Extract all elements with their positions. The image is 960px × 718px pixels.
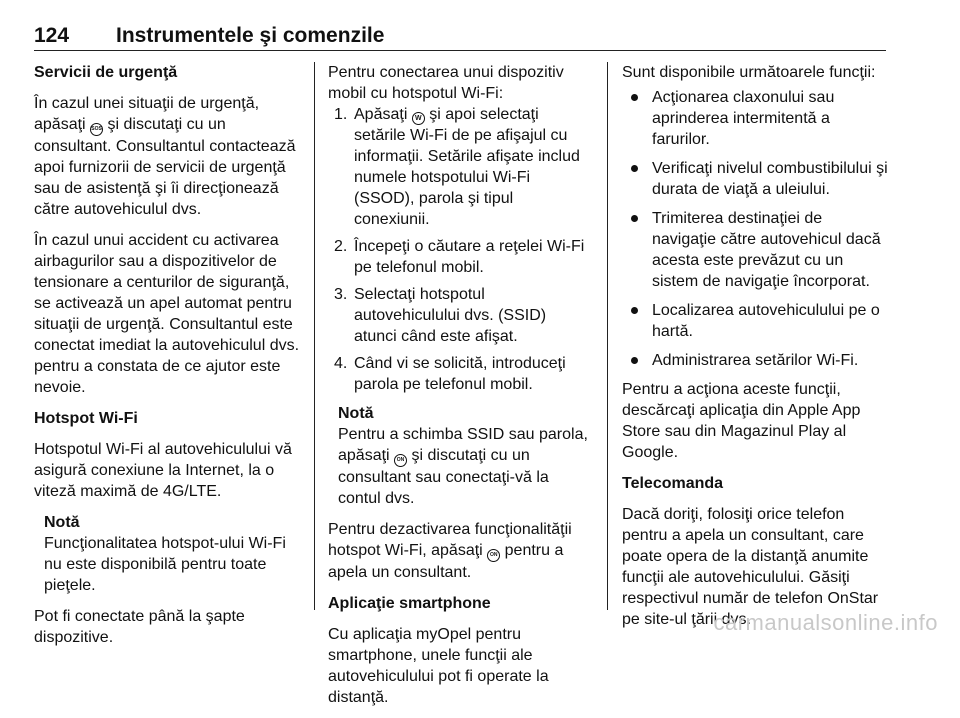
list-item	[622, 300, 888, 342]
section-heading-app: Aplicaţie smartphone	[328, 595, 491, 612]
text: pentru a apela un consultant.	[328, 542, 564, 581]
text: Trimiterea destinaţiei de navigaţie către autovehicul dacă acesta este prevăzut cu un sistem de navigaţie încorporat.	[652, 210, 881, 290]
note-title: Notă	[338, 405, 374, 422]
section-heading-remote: Telecomanda	[622, 475, 724, 492]
paragraph: Cu aplicaţia myOpel pentru smartphone, unele funcţii ale autovehiculului pot fi operate la distanţă.	[328, 626, 549, 706]
text: Selectaţi hotspotul autovehiculului dvs. (SSID) atunci când este afişat.	[354, 286, 547, 345]
note-title: Notă	[44, 514, 80, 531]
list-item	[328, 353, 592, 395]
bullet-icon	[631, 165, 638, 172]
onstar-button-icon: ON	[487, 549, 500, 562]
note-text: Pentru a schimba SSID sau parola, apăsaţi	[338, 426, 588, 464]
step-number: 3.	[334, 286, 348, 303]
step-number: 1.	[334, 106, 348, 123]
note-text: Funcţionalitatea hotspot-ului Wi-Fi nu este disponibilă pentru toate pieţele.	[44, 535, 286, 594]
step-number: 2.	[334, 238, 348, 255]
page-header	[34, 22, 886, 51]
column-middle	[328, 62, 592, 718]
column-left	[34, 62, 302, 658]
watermark: carmanualsonline.info	[713, 610, 938, 635]
list-item	[622, 87, 888, 150]
note-box	[44, 512, 302, 596]
section-heading-emergency: Servicii de urgenţă	[34, 64, 178, 81]
paragraph: Pentru conectarea unui dispozitiv mobil cu hotspotul Wi-Fi:	[328, 64, 564, 102]
column-divider	[607, 62, 608, 610]
text: şi discutaţi cu un consultant. Consultantul contactează apoi furnizorii de servicii de urgenţă sau de asistenţă şi îi direcţionează către autovehiculul dvs.	[34, 116, 296, 218]
functions-list	[622, 87, 888, 371]
text: Începeţi o căutare a reţelei Wi-Fi pe telefonul mobil.	[354, 238, 585, 276]
bullet-icon	[631, 307, 638, 314]
list-item	[622, 208, 888, 292]
list-item	[328, 104, 592, 230]
paragraph: Pentru a acţiona aceste funcţii, descărcaţi aplicaţia din Apple App Store sau din Magazinul Play al Google.	[622, 381, 861, 461]
sos-button-icon: SOS	[90, 123, 103, 136]
paragraph: Dacă doriţi, folosiţi orice telefon pentru a apela un consultant, care poate opera de la distanţă anumite funcţii ale autovehiculului. Găsiţi respectivul număr de telefon OnStar pe site-ul ţării dvs.	[622, 506, 879, 628]
text: Acţionarea claxonului sau aprinderea intermitentă a farurilor.	[652, 89, 835, 148]
text: Administrarea setărilor Wi-Fi.	[652, 352, 859, 369]
text: Când vi se solicită, introduceţi parola pe telefonul mobil.	[354, 355, 566, 393]
note-box	[338, 403, 592, 509]
chapter-title: Instrumentele şi comenzile	[116, 24, 385, 47]
text: Apăsaţi	[354, 106, 408, 123]
text: şi apoi selectaţi setările Wi-Fi de pe afişajul cu informaţii. Setările afişate includ numele hotspotului Wi-Fi (SSOD), parola şi tipul conexiunii.	[354, 106, 580, 228]
list-item	[622, 158, 888, 200]
wifi-button-icon: W	[412, 112, 425, 125]
column-divider	[314, 62, 315, 610]
section-heading-hotspot: Hotspot Wi-Fi	[34, 410, 138, 427]
text: În cazul unei situaţii de urgenţă, apăsaţi	[34, 95, 260, 133]
paragraph: Sunt disponibile următoarele funcţii:	[622, 64, 876, 81]
paragraph	[34, 93, 302, 220]
text: Localizarea autovehiculului pe o hartă.	[652, 302, 880, 340]
text: Verificaţi nivelul combustibilului şi durata de viaţă a uleiului.	[652, 160, 888, 198]
column-right	[622, 62, 888, 640]
paragraph: Pot fi conectate până la şapte dispozitive.	[34, 608, 245, 646]
bullet-icon	[631, 215, 638, 222]
onstar-button-icon: ON	[394, 454, 407, 467]
list-item	[328, 284, 592, 347]
bullet-icon	[631, 357, 638, 364]
list-item	[622, 350, 888, 371]
paragraph: Hotspotul Wi-Fi al autovehiculului vă asigură conexiune la Internet, la o viteză maximă de 4G/LTE.	[34, 441, 292, 500]
steps-list	[328, 104, 592, 395]
bullet-icon	[631, 94, 638, 101]
note-text: şi discutaţi cu un consultant sau conectaţi-vă la contul dvs.	[338, 447, 549, 507]
paragraph: În cazul unui accident cu activarea airbagurilor sau a dispozitivelor de tensionare a centurilor de siguranţă, se activează un apel automat pentru situaţii de urgenţă. Consultantul este conectat imediat la autovehiculul dvs. pentru a constata de ce ajutor este nevoie.	[34, 232, 300, 396]
list-item	[328, 236, 592, 278]
text: Pentru dezactivarea funcţionalităţii hotspot Wi-Fi, apăsaţi	[328, 521, 572, 559]
step-number: 4.	[334, 355, 348, 372]
paragraph	[328, 519, 592, 583]
page-number: 124	[34, 24, 70, 47]
